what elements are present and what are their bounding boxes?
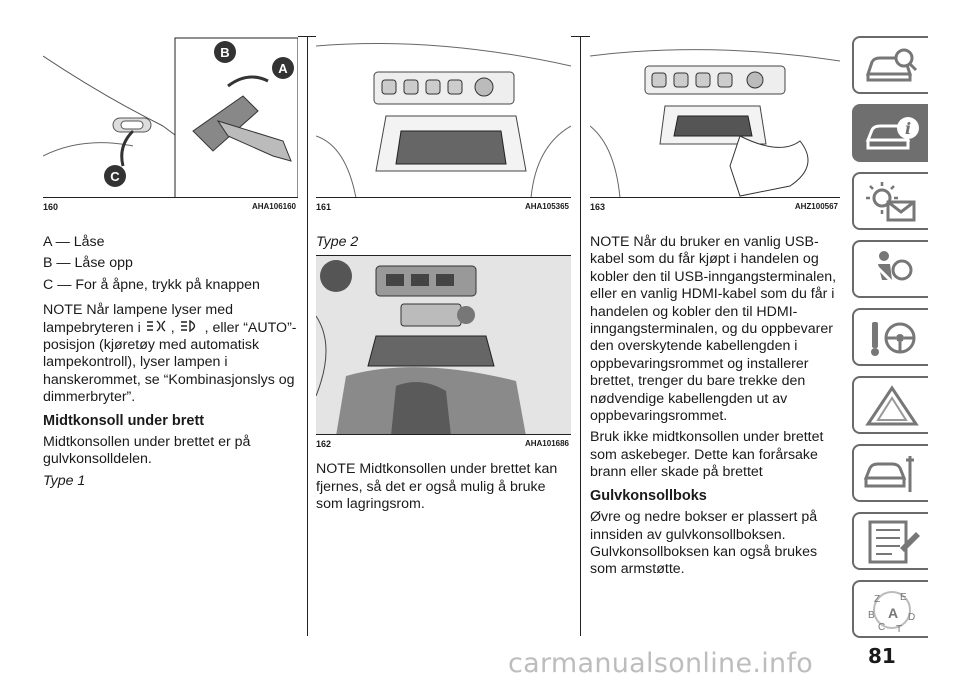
column-1 (43, 36, 298, 490)
svg-text:Z: Z (874, 594, 881, 605)
steering-key-icon (864, 316, 920, 360)
svg-text:i: i (904, 119, 912, 138)
body-text: Øvre og nedre bokser er plassert på innsiden av gulvkonsollboksen. Gulvkonsollboksen kan også brukes som armstøtte. (590, 509, 818, 578)
figure-number: 161 (316, 202, 332, 212)
label-c: C (110, 169, 120, 184)
svg-text:B: B (868, 610, 875, 621)
figure-161 (316, 36, 571, 198)
alphabet-index-icon (864, 588, 920, 632)
column-divider (307, 36, 308, 636)
column-divider (580, 36, 581, 636)
label-a: A (278, 61, 288, 76)
tab-airbag-seatbelt[interactable] (852, 240, 928, 298)
checklist-icon (864, 520, 920, 564)
tab-alphabet-index[interactable] (852, 580, 928, 638)
figure-caption (43, 198, 298, 212)
tab-car-info[interactable] (852, 104, 928, 162)
tab-warning-triangle[interactable] (852, 376, 928, 434)
svg-text:A: A (888, 605, 899, 621)
note-removable: NOTE Midtkonsollen under brettet kan fjernes, så det er også mulig å bruke som lagringsrom. (316, 461, 558, 513)
type-label: Type 2 (316, 234, 359, 250)
tab-steering-key[interactable] (852, 308, 928, 366)
tab-warning-lights[interactable] (852, 172, 928, 230)
glovebox-illustration (43, 36, 298, 198)
figure-code: AHZ100567 (794, 202, 838, 211)
car-info-icon (864, 112, 920, 156)
svg-text:T: T (896, 624, 903, 632)
figure-162 (316, 255, 571, 435)
svg-text:E: E (900, 592, 907, 603)
svg-text:D: D (908, 612, 916, 623)
warning-triangle-icon (864, 384, 920, 428)
warning-lights-icon (864, 180, 920, 224)
svg-text:C: C (878, 622, 886, 632)
legend-b: B — Låse opp (43, 255, 133, 272)
figure-caption (590, 198, 840, 212)
legend-a: A — Låse (43, 234, 105, 250)
legend-c: C — For å åpne, trykk på knappen (43, 276, 260, 293)
figure-caption (316, 435, 571, 449)
figure-caption (316, 198, 571, 212)
figure-code: AHA105365 (524, 202, 569, 211)
tab-car-service[interactable] (852, 444, 928, 502)
car-search-icon (864, 44, 920, 88)
tab-car-search[interactable] (852, 36, 928, 94)
figure-160 (43, 36, 298, 198)
watermark: carmanualsonline.info (508, 648, 814, 678)
page-number: 81 (868, 644, 896, 668)
figure-number: 160 (43, 202, 59, 212)
car-service-icon (864, 452, 920, 496)
tab-checklist[interactable] (852, 512, 928, 570)
label-b: B (220, 45, 230, 60)
warning-text: Bruk ikke midtkonsollen under brettet som askebeger. Dette kan forårsake brann eller skade på brettet (590, 429, 824, 481)
section-heading: Gulvkonsollboks (590, 487, 707, 504)
console-photo (316, 256, 571, 435)
type-label: Type 1 (43, 472, 86, 489)
usb-hdmi-storage-illustration (590, 36, 840, 198)
figure-code: AHA101686 (524, 439, 569, 449)
note-lamp: NOTE Når lampene lyser med lampebryteren i , , eller “AUTO”-posisjon (kjøretøy med automatisk lampekontroll), lyser lampen i hanskerommet, se “Kombinasjonslys og dimmerbryter”. (43, 302, 297, 406)
note-usb-hdmi: NOTE Når du bruker en vanlig USB-kabel som du får kjøpt i handelen og kobler den til USB-inngangsterminalen, eller en vanlig HDMI-kabel som du får i handelen og kobler den til HDMI-inngangsterminalen, og du oppbevarer den overskytende kabellengden i oppbevaringsrommet og installerer brettet, trenger du bare trekke den nødvendige kabellengden ut av oppbevaringsrommet. (590, 234, 837, 425)
figure-number: 163 (590, 202, 606, 212)
figure-number: 162 (316, 439, 332, 450)
section-heading: Midtkonsoll under brett (43, 412, 205, 429)
figure-code: AHA106160 (251, 202, 296, 211)
body-text: Midtkonsollen under brettet er på gulvkonsolldelen. (43, 434, 251, 468)
column-2 (316, 36, 571, 514)
column-3 (590, 36, 840, 579)
figure-163 (590, 36, 840, 198)
airbag-seatbelt-icon (864, 248, 920, 292)
parking-light-icon (145, 320, 171, 336)
headlight-icon (179, 320, 205, 336)
console-tray-illustration (316, 36, 571, 198)
